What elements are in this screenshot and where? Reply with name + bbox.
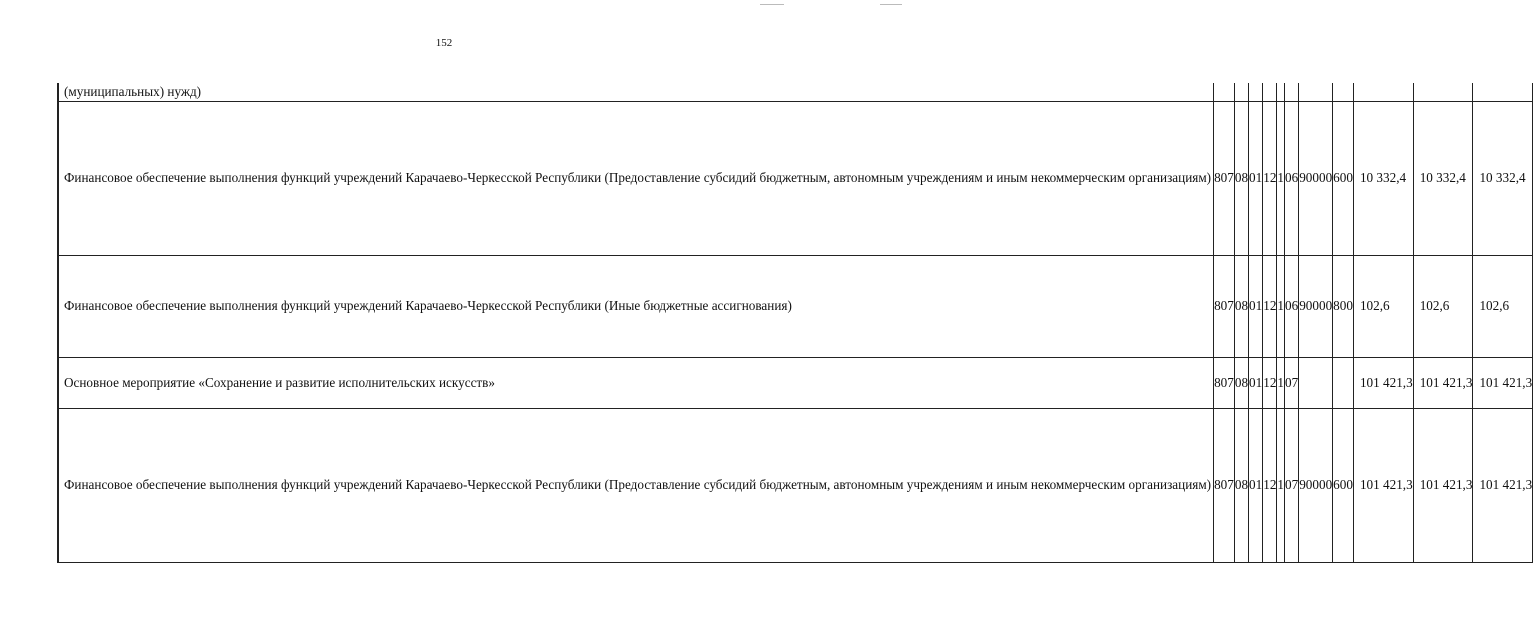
activity-code-cell: 06: [1285, 101, 1299, 255]
amount-year1-cell: 101 421,3: [1353, 357, 1413, 408]
subprogram-code-cell: [1277, 83, 1285, 101]
expense-type-cell: 600: [1333, 408, 1354, 562]
direction-code-cell: 90000: [1299, 408, 1333, 562]
description-cell: (муниципальных) нужд): [59, 83, 1214, 101]
subsection-code-cell: 01: [1249, 101, 1263, 255]
amount-year2-cell: 10 332,4: [1413, 101, 1473, 255]
amount-year3-cell: 101 421,3: [1473, 408, 1533, 562]
subsection-code-cell: 01: [1249, 408, 1263, 562]
subprogram-code-cell: 1: [1277, 357, 1285, 408]
description-cell: Финансовое обеспечение выполнения функций учреждений Карачаево-Черкесской Республики (Иные бюджетные ассигнования): [59, 255, 1214, 357]
expense-type-cell: 600: [1333, 101, 1354, 255]
expense-type-cell: [1333, 357, 1354, 408]
activity-code-cell: [1285, 83, 1299, 101]
amount-year1-cell: 101 421,3: [1353, 408, 1413, 562]
corner-mark-left: [760, 4, 784, 5]
subsection-code-cell: [1249, 83, 1263, 101]
budget-table: [57, 83, 1533, 563]
program-code-cell: 12: [1263, 357, 1277, 408]
description-cell: Финансовое обеспечение выполнения функций учреждений Карачаево-Черкесской Республики (Предоставление субсидий бюджетным, автономным учреждениям и иным некоммерческим организациям): [59, 408, 1214, 562]
expense-type-cell: 800: [1333, 255, 1354, 357]
table-row: [58, 255, 1533, 357]
subprogram-code-cell: 1: [1277, 101, 1285, 255]
ministry-code-cell: 807: [1214, 255, 1235, 357]
table-row: [58, 83, 1533, 101]
ministry-code-cell: [1214, 83, 1235, 101]
amount-year2-cell: 101 421,3: [1413, 357, 1473, 408]
page-number: 152: [435, 37, 453, 49]
ministry-code-cell: 807: [1214, 101, 1235, 255]
program-code-cell: 12: [1263, 101, 1277, 255]
table-row: [58, 408, 1533, 562]
amount-year3-cell: [1473, 83, 1533, 101]
section-code-cell: 08: [1234, 408, 1248, 562]
expense-type-cell: [1333, 83, 1354, 101]
program-code-cell: 12: [1263, 255, 1277, 357]
subsection-code-cell: 01: [1249, 357, 1263, 408]
subprogram-code-cell: 1: [1277, 408, 1285, 562]
table-row: [58, 101, 1533, 255]
amount-year1-cell: [1353, 83, 1413, 101]
amount-year2-cell: 102,6: [1413, 255, 1473, 357]
amount-year3-cell: 101 421,3: [1473, 357, 1533, 408]
activity-code-cell: 06: [1285, 255, 1299, 357]
activity-code-cell: 07: [1285, 357, 1299, 408]
ministry-code-cell: 807: [1214, 357, 1235, 408]
amount-year2-cell: 101 421,3: [1413, 408, 1473, 562]
section-code-cell: 08: [1234, 101, 1248, 255]
amount-year3-cell: 102,6: [1473, 255, 1533, 357]
direction-code-cell: 90000: [1299, 255, 1333, 357]
program-code-cell: 12: [1263, 408, 1277, 562]
section-code-cell: [1234, 83, 1248, 101]
description-cell: Финансовое обеспечение выполнения функций учреждений Карачаево-Черкесской Республики (Предоставление субсидий бюджетным, автономным учреждениям и иным некоммерческим организациям): [59, 101, 1214, 255]
direction-code-cell: [1299, 357, 1333, 408]
section-code-cell: 08: [1234, 357, 1248, 408]
table-row: [58, 357, 1533, 408]
section-code-cell: 08: [1234, 255, 1248, 357]
subsection-code-cell: 01: [1249, 255, 1263, 357]
amount-year3-cell: 10 332,4: [1473, 101, 1533, 255]
amount-year1-cell: 10 332,4: [1353, 101, 1413, 255]
program-code-cell: [1263, 83, 1277, 101]
description-cell: Основное мероприятие «Сохранение и развитие исполнительских искусств»: [59, 357, 1214, 408]
subprogram-code-cell: 1: [1277, 255, 1285, 357]
ministry-code-cell: 807: [1214, 408, 1235, 562]
corner-mark-right: [880, 4, 902, 5]
amount-year2-cell: [1413, 83, 1473, 101]
activity-code-cell: 07: [1285, 408, 1299, 562]
direction-code-cell: 90000: [1299, 101, 1333, 255]
amount-year1-cell: 102,6: [1353, 255, 1413, 357]
direction-code-cell: [1299, 83, 1333, 101]
